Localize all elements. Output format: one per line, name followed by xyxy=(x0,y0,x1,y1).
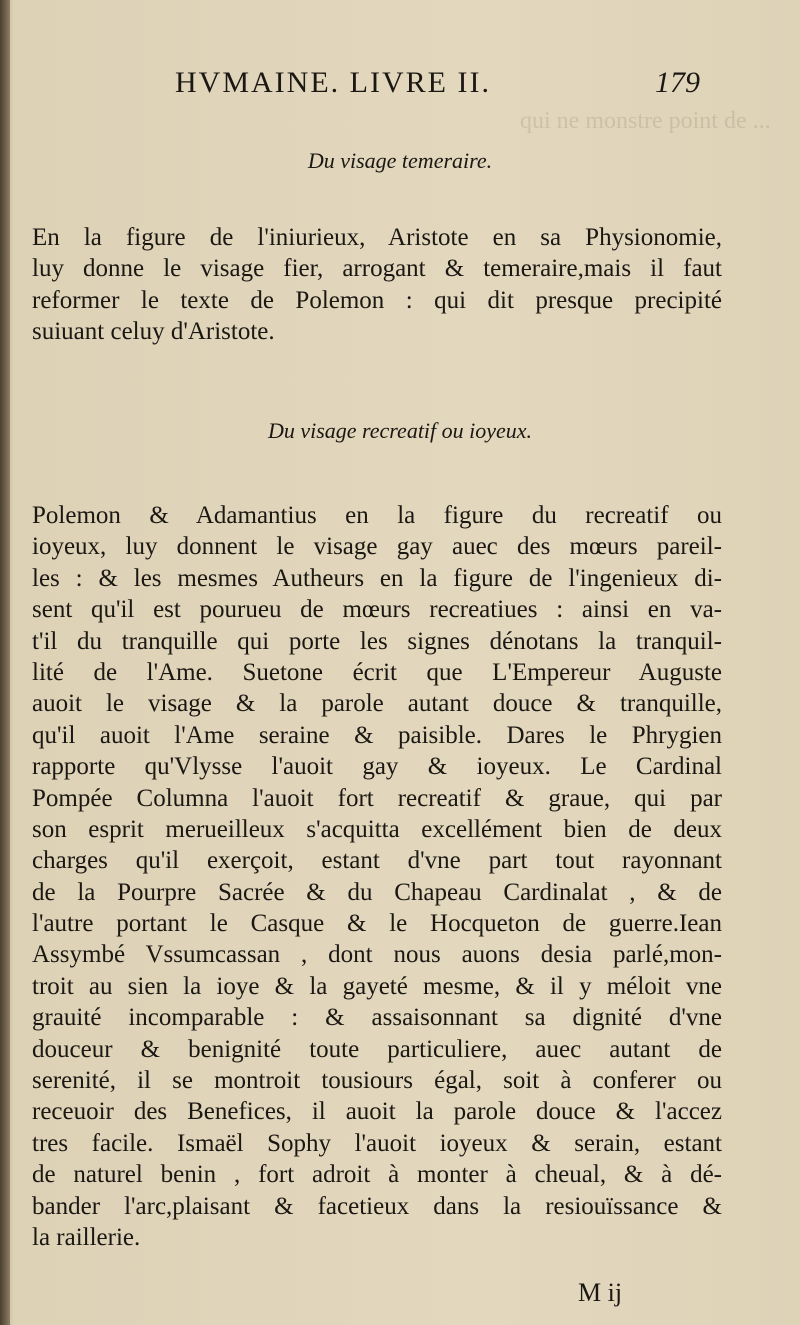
bleed-through-text: qui ne monstre point de ... xyxy=(520,108,771,134)
text-line: troit au sien la ioye & la gayeté mesme, & il y méloit vne xyxy=(32,972,722,1000)
binding-shadow xyxy=(0,0,10,1325)
text-line: sent qu'il est pourueu de mœurs recreatiues : ainsi en va- xyxy=(32,596,722,624)
text-line: qu'il auoit l'Ame seraine & paisible. Dares le Phrygien xyxy=(32,721,722,749)
text-line: tres facile. Ismaël Sophy l'auoit ioyeux & serain, estant xyxy=(32,1129,722,1157)
section-heading-recreatif: Du visage recreatif ou ioyeux. xyxy=(267,418,533,443)
text-line: t'il du tranquille qui porte les signes dénotans la tranquil- xyxy=(32,627,722,655)
text-line: reformer le texte de Polemon : qui dit presque precipité xyxy=(32,286,722,314)
text-line: son esprit merueilleux s'acquitta excellément bien de deux xyxy=(32,815,722,843)
text-line: rapporte qu'Vlysse l'auoit gay & ioyeux. Le Cardinal xyxy=(32,753,722,781)
text-line: serenité, il se montroit tousiours égal, soit à conferer ou xyxy=(32,1067,722,1095)
text-line: Polemon & Adamantius en la figure du recreatif ou xyxy=(32,502,722,529)
running-head xyxy=(0,66,800,106)
text-line: Pompée Columna l'auoit fort recreatif & graue, qui par xyxy=(32,784,722,812)
text-line: En la figure de l'iniurieux, Aristote en sa Physionomie, xyxy=(32,224,722,251)
text-line: auoit le visage & la parole autant douce & tranquille, xyxy=(32,690,722,718)
text-line: suiuant celuy d'Aristote. xyxy=(32,318,275,346)
paragraph-recreatif xyxy=(32,500,722,1253)
text-line: grauité incomparable : & assaisonnant sa dignité d'vne xyxy=(32,1004,722,1032)
text-line: charges qu'il exerçoit, estant d'vne part tout rayonnant xyxy=(32,847,722,875)
text-line: douceur & benignité toute particuliere, auec autant de xyxy=(32,1035,722,1063)
catchword: M ij xyxy=(578,1278,623,1307)
page-number: 179 xyxy=(655,66,700,99)
text-line: l'autre portant le Casque & le Hocqueton de guerre.Iean xyxy=(32,910,722,938)
paragraph-temeraire xyxy=(32,222,722,348)
text-line: de naturel benin , fort adroit à monter à cheual, & à dé- xyxy=(32,1161,722,1189)
text-line: luy donne le visage fier, arrogant & temeraire,mais il faut xyxy=(32,255,722,283)
text-line: la raillerie. xyxy=(32,1223,141,1251)
running-title: HVMAINE. LIVRE II. xyxy=(175,66,491,99)
text-line: receuoir des Benefices, il auoit la parole douce & l'accez xyxy=(32,1098,722,1126)
text-line: de la Pourpre Sacrée & du Chapeau Cardinalat , & de xyxy=(32,878,722,906)
text-line: bander l'arc,plaisant & facetieux dans la resiouïssance & xyxy=(32,1192,722,1220)
text-line: les : & les mesmes Autheurs en la figure de l'ingenieux di- xyxy=(32,564,722,592)
text-line: ioyeux, luy donnent le visage gay auec des mœurs pareil- xyxy=(32,533,722,561)
text-line: Assymbé Vssumcassan , dont nous auons desia parlé,mon- xyxy=(32,941,722,969)
section-heading-temeraire: Du visage temeraire. xyxy=(307,148,493,173)
text-line: lité de l'Ame. Suetone écrit que L'Empereur Auguste xyxy=(32,658,722,686)
